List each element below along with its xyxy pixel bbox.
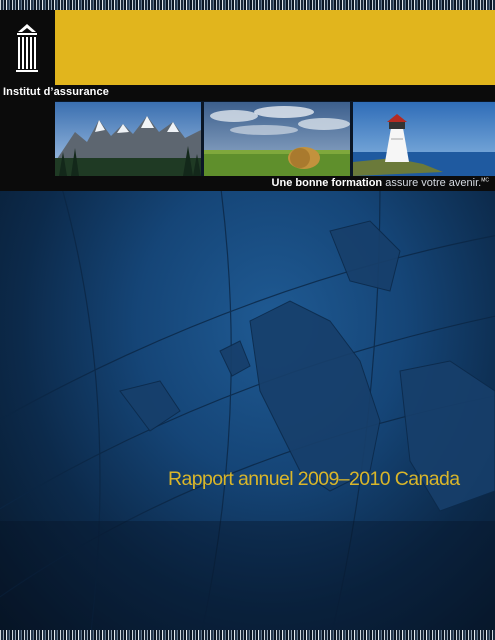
top-decorative-strip xyxy=(0,0,495,10)
tagline xyxy=(272,177,489,189)
photo-row xyxy=(55,102,495,176)
bottom-decorative-strip xyxy=(0,630,495,640)
left-dark-column xyxy=(0,101,55,191)
trademark-mark: MC xyxy=(481,177,489,184)
mountains-photo xyxy=(55,102,201,176)
tagline-rest: assure votre avenir. xyxy=(382,177,482,189)
lighthouse-photo xyxy=(353,102,495,176)
globe-map-background xyxy=(0,191,495,630)
tagline-bold: Une bonne formation xyxy=(271,177,383,189)
logo-block xyxy=(0,10,55,85)
report-title: Rapport annuel 2009–2010 Canada xyxy=(168,468,460,490)
hay-bale-field-photo xyxy=(204,102,350,176)
institute-name: Institut d’assurance xyxy=(3,86,109,98)
gold-header-panel xyxy=(55,10,495,85)
columns-logo-icon xyxy=(0,10,55,85)
